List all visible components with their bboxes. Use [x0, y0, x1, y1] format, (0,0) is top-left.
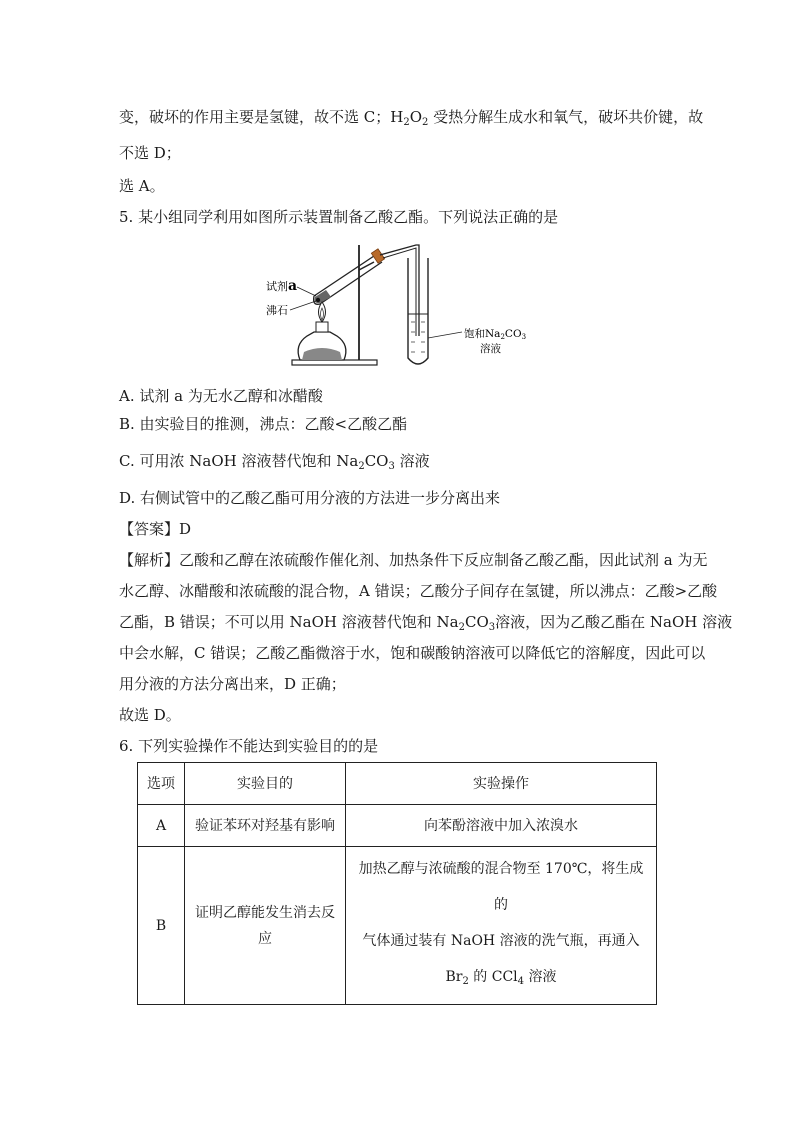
text-fragment: 变，破坏的作用主要是氢键，故不选 C；: [119, 108, 391, 126]
text-fragment: CO: [465, 613, 489, 631]
option-c: [119, 450, 430, 478]
operation-line: [352, 959, 650, 1000]
test-tube-wall-top: [314, 254, 377, 296]
analysis-line-1: 【解析】乙酸和乙醇在浓硫酸作催化剂、加热条件下反应制备乙酸乙酯，因此试剂 a 为无: [119, 551, 708, 569]
label-solution-line1: 饱和Na2CO3: [464, 328, 527, 341]
option-b: B. 由实验目的推测，沸点：乙酸<乙酸乙酯: [119, 415, 408, 433]
header-operation: 实验操作: [346, 763, 657, 805]
subscript: 2: [422, 117, 429, 128]
label-stone: 沸石: [266, 304, 288, 317]
label-reagent: 试剂a: [266, 278, 298, 294]
subscript: 3: [388, 461, 395, 472]
receiving-tube: [408, 258, 428, 364]
stopper: [371, 249, 384, 263]
text-fragment: 受热分解生成水和氧气，破坏共价键，故: [428, 108, 704, 126]
text-fragment: 溶液，因为乙酸乙酯在 NaOH 溶液: [495, 613, 733, 631]
boiling-stone: [316, 298, 320, 302]
leader-solution: [428, 332, 462, 338]
subscript: 3: [488, 622, 496, 633]
flame-inner: [321, 308, 324, 320]
analysis-line-4: 中会水解，C 错误；乙酸乙酯微溶于水，饱和碳酸钠溶液可以降低它的溶解度，因此可以: [119, 644, 706, 662]
text-fragment: 溶液: [394, 452, 430, 470]
answer: 【答案】D: [119, 520, 192, 538]
text-fragment: C. 可用浓 NaOH 溶液替代饱和 Na: [119, 452, 359, 470]
row-b-label: B: [138, 847, 185, 1005]
row-a-purpose: 验证苯环对羟基有影响: [185, 805, 346, 847]
subscript: 2: [403, 117, 410, 128]
purpose-line: 应: [258, 930, 272, 947]
analysis-line-5: 用分液的方法分离出来，D 正确；: [119, 675, 346, 693]
purpose-line: 证明乙醇能发生消去反: [195, 904, 335, 921]
operation-line: 加热乙醇与浓硫酸的混合物至 170℃，将生成的: [358, 861, 644, 913]
row-b-operation: [346, 847, 657, 1005]
table-row: [138, 805, 657, 847]
option-d: D. 右侧试管中的乙酸乙酯可用分液的方法进一步分离出来: [119, 489, 501, 507]
subscript: 2: [358, 461, 365, 472]
paragraph-line-2: 不选 D；: [119, 144, 181, 162]
liquid-hatching: [411, 322, 425, 352]
delivery-tube-inner: [383, 248, 416, 336]
label-solution-line2: 溶液: [480, 343, 501, 355]
table-header-row: [138, 763, 657, 805]
formula-o: O: [409, 108, 423, 126]
text-fragment: 的 CCl: [468, 969, 518, 985]
row-a-label: A: [138, 805, 185, 847]
subscript: 2: [462, 976, 469, 987]
option-a: A. 试剂 a 为无水乙醇和冰醋酸: [119, 387, 323, 405]
analysis-line-6: 故选 D。: [119, 706, 181, 724]
experiment-table: [137, 762, 657, 1005]
row-a-operation: 向苯酚溶液中加入浓溴水: [346, 805, 657, 847]
header-option: 选项: [138, 763, 185, 805]
subscript: 4: [517, 976, 525, 987]
stand-base: [292, 360, 377, 365]
text-fragment: 溶液: [524, 969, 557, 985]
analysis-line-3: [119, 611, 732, 639]
operation-line: 气体通过装有 NaOH 溶液的洗气瓶，再通入: [362, 933, 640, 949]
row-b-purpose: [185, 847, 346, 1005]
analysis-line-2: 水乙醇、冰醋酸和浓硫酸的混合物，A 错误；乙酸分子间存在氢键，所以沸点：乙酸>乙酸: [119, 582, 718, 600]
text-fragment: CO: [364, 452, 389, 470]
leader-stone: [290, 301, 316, 310]
text-fragment: Br: [445, 969, 463, 985]
apparatus-figure: [262, 240, 542, 372]
table-row: [138, 847, 657, 1005]
question-6-stem: 6. 下列实验操作不能达到实验目的的是: [119, 737, 379, 755]
subscript: 2: [458, 622, 465, 633]
question-5-stem: 5. 某小组同学利用如图所示装置制备乙酸乙酯。下列说法正确的是: [119, 208, 559, 226]
paragraph-line-1: [119, 106, 703, 134]
lamp-neck: [316, 322, 328, 332]
text-fragment: 乙酯，B 错误；不可以用 NaOH 溶液替代饱和 Na: [119, 613, 459, 631]
header-purpose: 实验目的: [185, 763, 346, 805]
formula-h: H: [390, 108, 404, 126]
leader-reagent: [297, 287, 316, 296]
paragraph-line-3: 选 A。: [119, 177, 165, 195]
